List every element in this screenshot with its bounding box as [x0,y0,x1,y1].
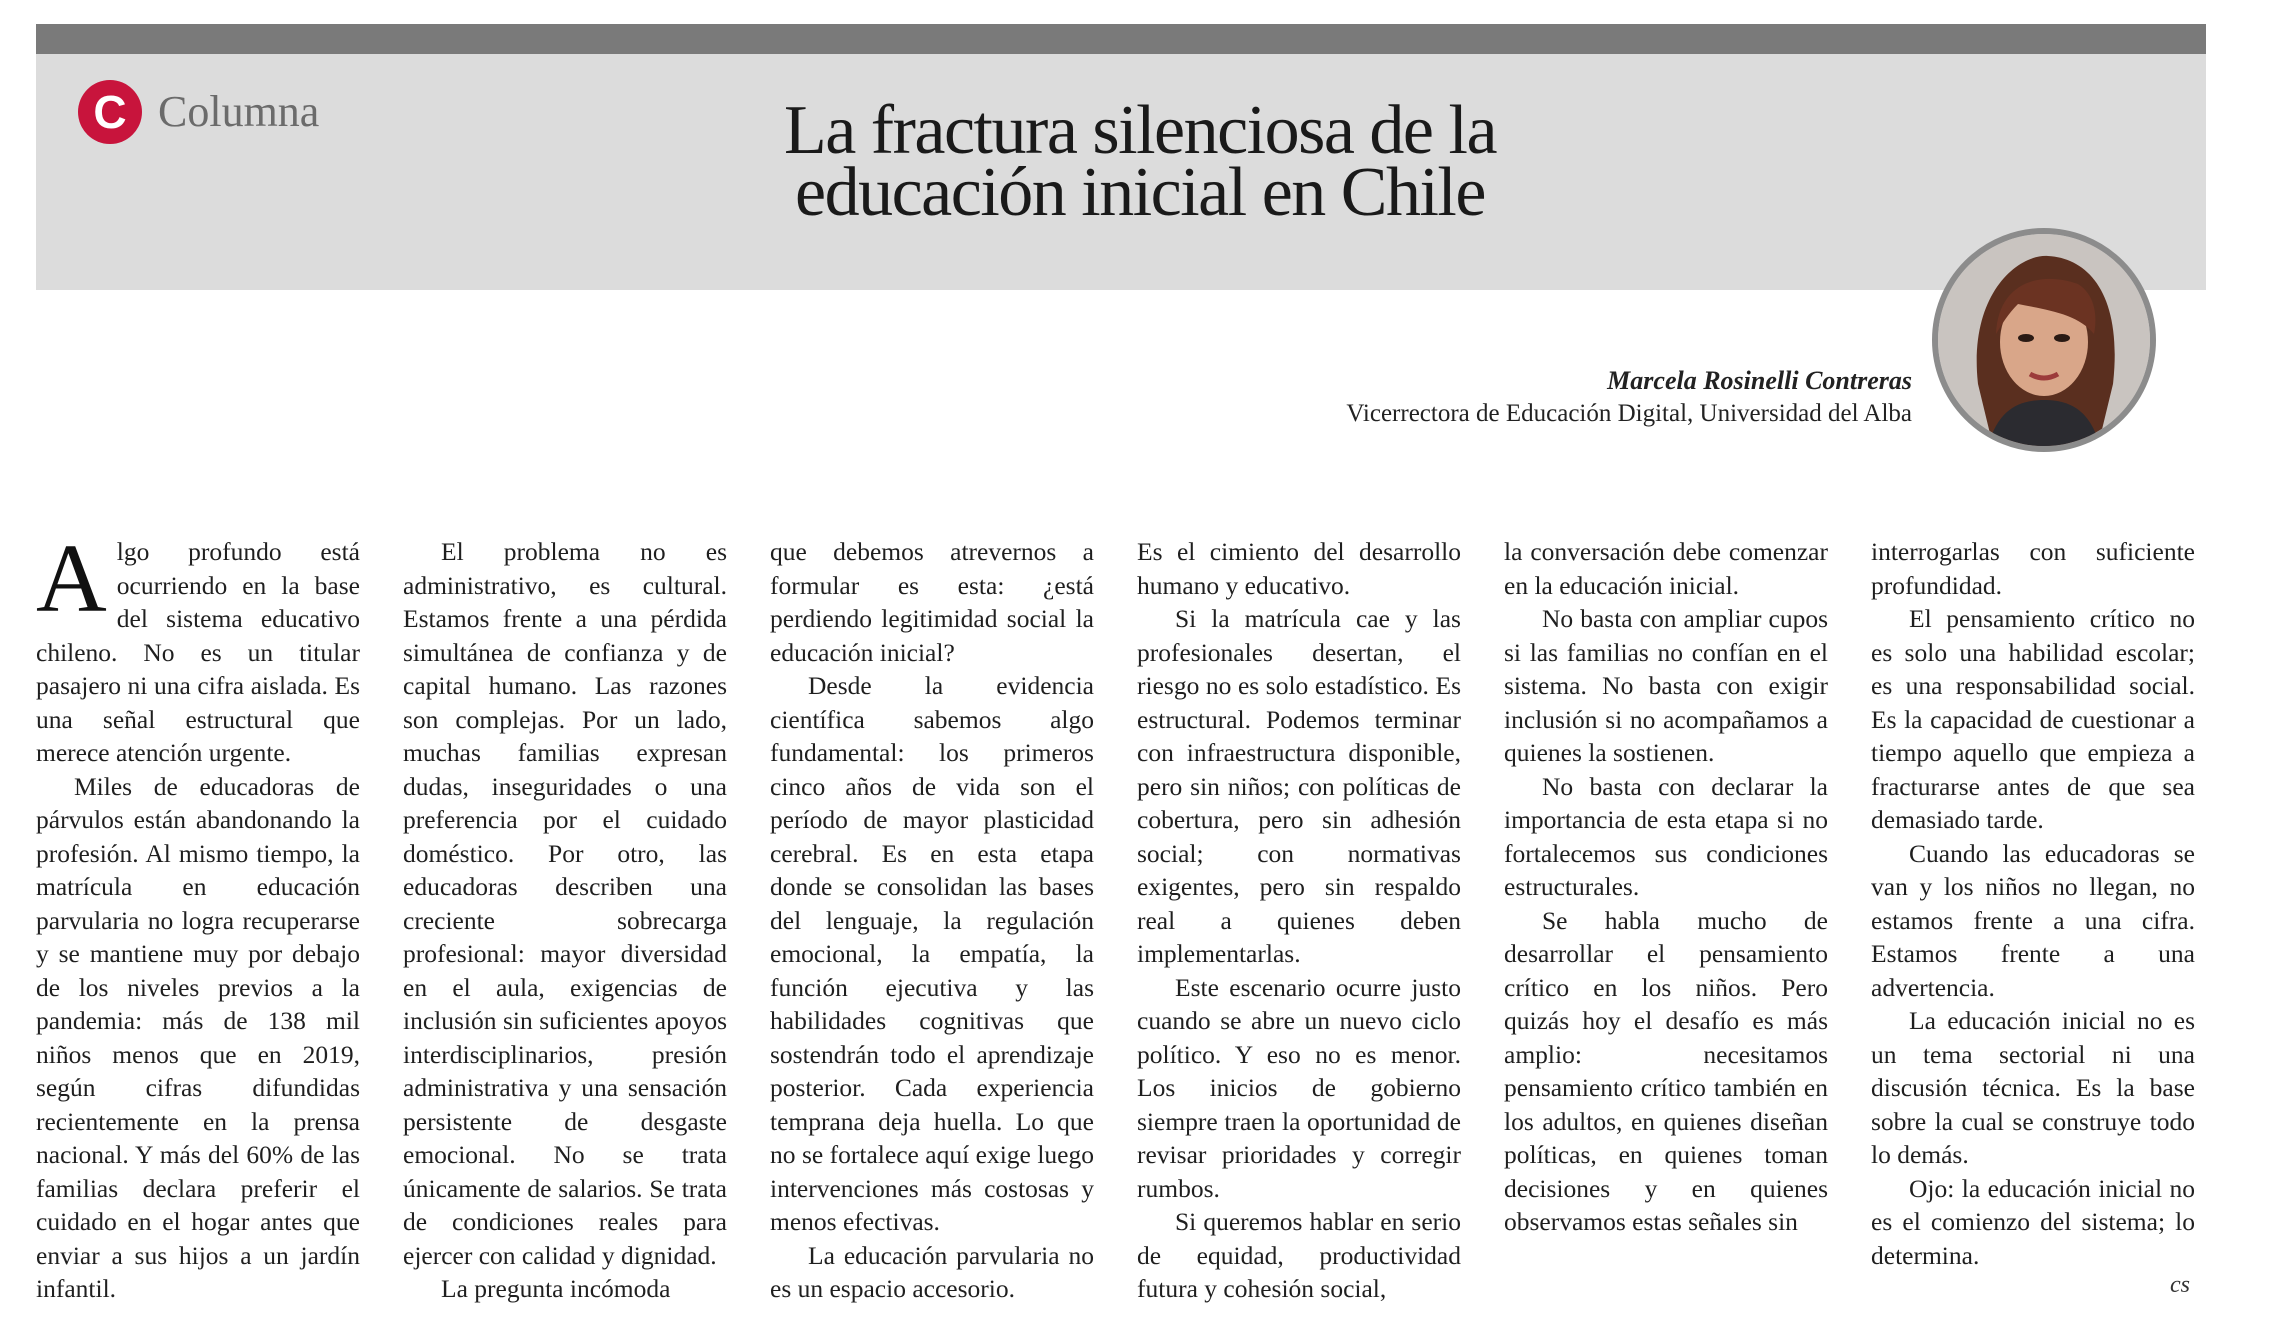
paragraph: Si la matrícula cae y las profesionales desertan, el riesgo no es solo estadístico. Es estructural. Podemos terminar con infraestructura disponible, pero sin niños; con políticas de cobertura, pero sin adhesión social; con normativas exigentes, pero sin respaldo real a quienes deben implementarlas. [1137,604,1461,968]
author-name: Marcela Rosinelli Contreras [1607,366,1912,395]
paragraph: Ojo: la educación inicial no es el comienzo del sistema; lo determina. [1871,1173,2195,1270]
article-column-2 [403,535,727,1306]
paragraph: Desde la evidencia científica sabemos algo fundamental: los primeros cinco años de vida son el período de mayor plasticidad cerebral. Es en esta etapa donde se consolidan las bases del lenguaje, la regulación emocional, la empatía, la función ejecutiva y las habilidades cognitivas que sostendrán todo el aprendizaje posterior. Cada experiencia temprana deja huella. Lo que no se fortalece aquí exige luego intervenciones más costosas y menos efectivas. [770,671,1094,1236]
article-column-3 [770,535,1094,1306]
drop-cap: A [36,525,107,633]
paragraph: Miles de educadoras de párvulos están abandonando la profesión. Al mismo tiempo, la matrícula en educación parvularia no logra recuperarse y se mantiene muy por debajo de los niveles previos a la pandemia: más de 138 mil niños menos que en 2019, según cifras difundidas recientemente en la prensa nacional. Y más del 60% de las familias declara preferir el cuidado en el hogar antes que enviar a sus hijos a un jardín infantil. [36,771,360,1303]
paragraph: El problema no es administrativo, es cultural. Estamos frente a una pérdida simultánea de confianza y de capital humano. Las razones son complejas. Por un lado, muchas familias expresan dudas, inseguridades o una preferencia por el cuidado doméstico. Por otro, las educadoras describen una creciente sobrecarga profesional: mayor diversidad en el aula, exigencias de inclusión sin suficientes apoyos interdisciplinarios, presión administrativa y una sensación persistente de desgaste emocional. No se trata únicamente de salarios. Se trata de condiciones reales para ejercer con calidad y dignidad. [403,537,727,1270]
article-column-6 [1871,535,2195,1272]
end-mark-icon: cs [2170,1272,2190,1298]
paragraph: Es el cimiento del desarrollo humano y educativo. [1137,537,1461,600]
paragraph [36,525,360,770]
author-photo [1932,228,2156,452]
paragraph: La educación parvularia no es un espacio accesorio. [770,1240,1094,1303]
author-portrait-icon [1938,234,2150,446]
paragraph: El pensamiento crítico no es solo una habilidad escolar; es una responsabilidad social. Es la capacidad de cuestionar a tiempo aquello que empieza a fracturarse antes de que sea demasiado tarde. [1871,604,2195,834]
paragraph: Si queremos hablar en serio de equidad, productividad futura y cohesión social, [1137,1207,1461,1303]
headline-line-2: educación inicial en Chile [795,154,1485,231]
paragraph: Este escenario ocurre justo cuando se abre un nuevo ciclo político. Y eso no es menor. Los inicios de gobierno siempre traen la oportunidad de revisar prioridades y corregir rumbos. [1137,972,1461,1203]
author-role: Vicerrectora de Educación Digital, Universidad del Alba [1346,400,1912,427]
section-label: Columna [158,87,320,136]
paragraph: Cuando las educadoras se van y los niños no llegan, no estamos frente a una cifra. Estamos frente a una advertencia. [1871,838,2195,1002]
section-logo-icon: C [78,80,142,144]
paragraph: la conversación debe comenzar en la educación inicial. [1504,537,1828,600]
paragraph: Se habla mucho de desarrollar el pensamiento crítico en los niños. Pero quizás hoy el desafío es más amplio: necesitamos pensamiento crítico también en los adultos, en quienes diseñan políticas, en quienes toman decisiones y en quienes observamos estas señales sin [1504,905,1828,1236]
paragraph: que debemos atrevernos a formular es esta: ¿está perdiendo legitimidad social la educación inicial? [770,537,1094,667]
paragraph: No basta con declarar la importancia de esta etapa si no fortalecemos sus condiciones estructurales. [1504,771,1828,901]
headline [560,92,1720,231]
paragraph: La educación inicial no es un tema sectorial ni una discusión técnica. Es la base sobre la cual se construye todo lo demás. [1871,1006,2195,1169]
paragraph: interrogarlas con suficiente profundidad. [1871,537,2195,600]
article-column-1 [36,525,360,1306]
article-column-4 [1137,535,1461,1306]
top-bar [36,24,2206,54]
paragraph-text: lgo profundo está ocurriendo en la base del sistema educativo chileno. No es un titular pasajero ni una cifra aislada. Es una señal estructural que merece atención urgente. [36,537,360,767]
paragraph: La pregunta incómoda [441,1274,671,1303]
paragraph: No basta con ampliar cupos si las familias no confían en el sistema. No basta con exigir inclusión si no acompañamos a quienes la sostienen. [1504,604,1828,767]
headline-line-1: La fractura silenciosa de la [783,92,1497,169]
article-column-5 [1504,535,1828,1239]
